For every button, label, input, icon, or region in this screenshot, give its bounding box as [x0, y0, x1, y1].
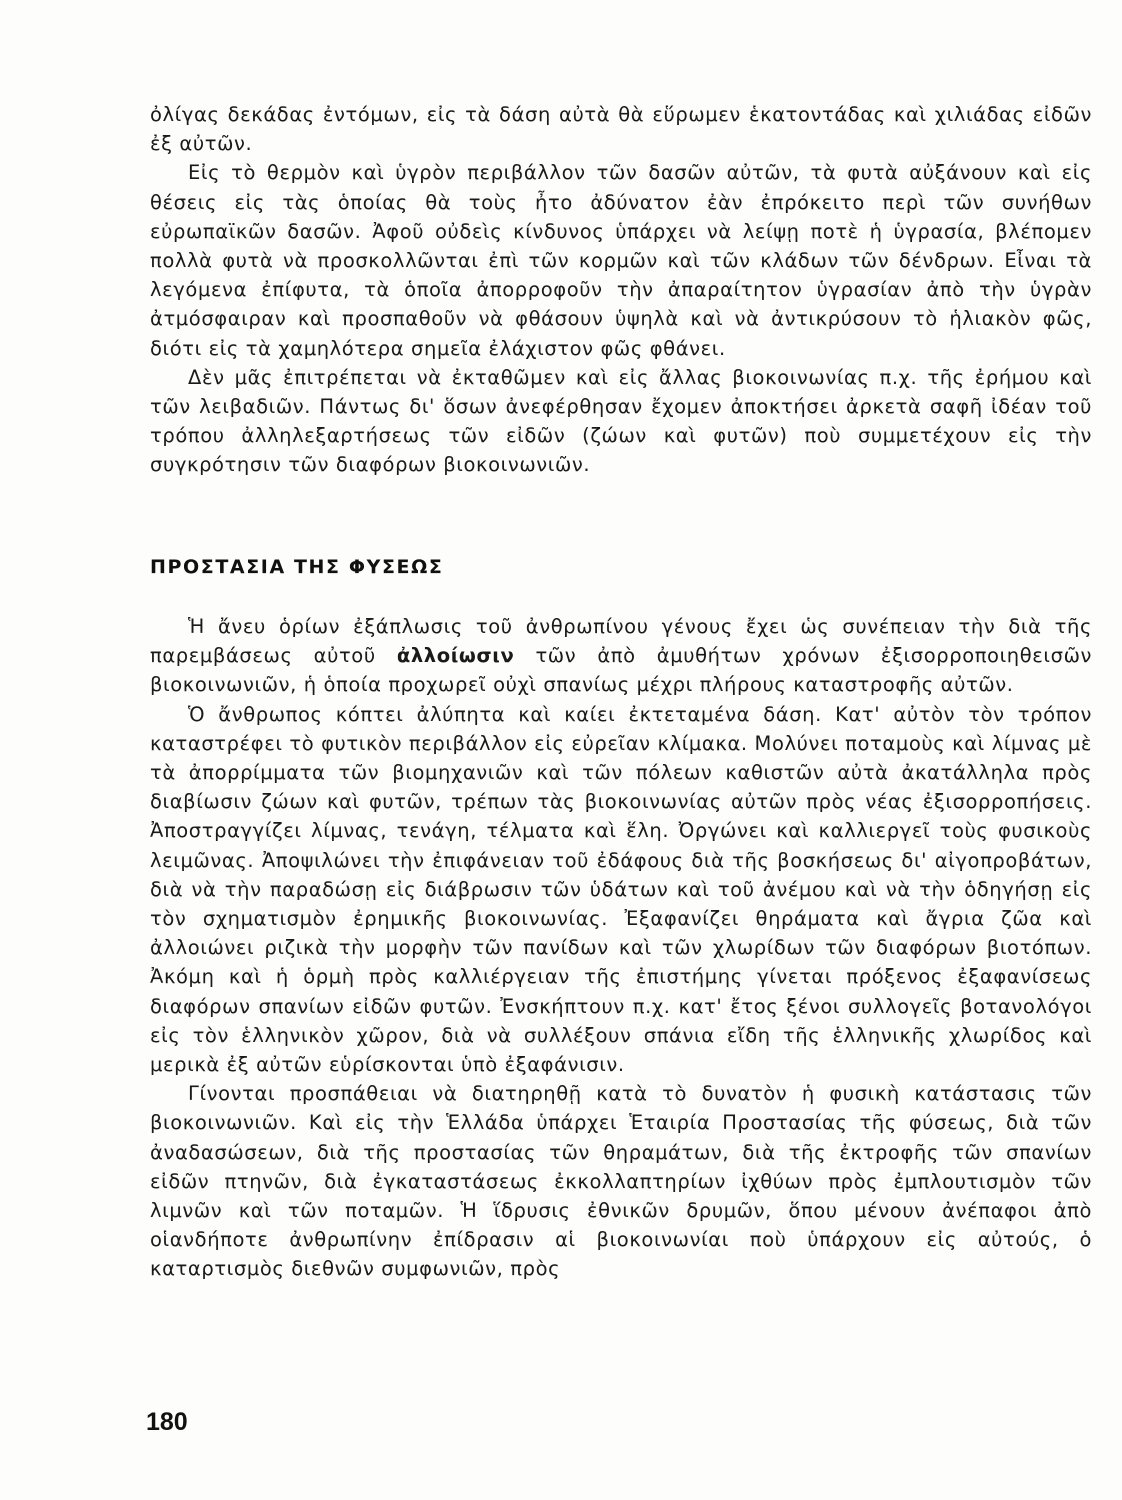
paragraph-human-destruction: Ὁ ἄνθρωπος κόπτει ἀλύπητα καὶ καίει ἐκτεταμένα δάση. Κατ' αὐτὸν τὸν τρόπον καταστρέφει τὸ φυτικὸν περιβάλλον εἰς εὐρεῖαν κλίμακα. Μολύνει ποταμοὺς καὶ λίμνας μὲ τὰ ἀπορρίμματα τῶν βιομηχανιῶν καὶ τῶν πόλεων καθιστῶν αὐτὰ ἀκατάλληλα πρὸς διαβίωσιν ζώων καὶ φυτῶν, τρέπων τὰς βιοκοινωνίας αὐτῶν πρὸς νέας ἐξισορροπήσεις. Ἀποστραγγίζει λίμνας, τενάγη, τέλματα καὶ ἕλη. Ὀργώνει καὶ καλλιεργεῖ τοὺς φυσικοὺς λειμῶνας. Ἀποψιλώνει τὴν ἐπιφάνειαν τοῦ ἐδάφους διὰ τῆς βοσκήσεως δι' αἰγοπροβάτων, διὰ νὰ τὴν παραδώσῃ εἰς διάβρωσιν τῶν ὑδάτων καὶ τοῦ ἀνέμου καὶ νὰ τὴν ὁδηγήσῃ εἰς τὸν σχηματισμὸν ἐρημικῆς βιοκοινωνίας. Ἐξαφανίζει θηράματα καὶ ἄγρια ζῶα καὶ ἀλλοιώνει ριζικὰ τὴν μορφὴν τῶν πανίδων καὶ τῶν χλωρίδων τῶν διαφόρων βιοτόπων. Ἀκόμη καὶ ἡ ὁρμὴ πρὸς καλλιέργειαν τῆς ἐπιστήμης γίνεται πρόξενος ἐξαφανίσεως διαφόρων σπανίων εἰδῶν φυτῶν. Ἐνσκήπτουν π.χ. κατ' ἔτος ξένοι συλλογεῖς βοτανολόγοι εἰς τὸν ἑλληνικὸν χῶρον, διὰ νὰ συλλέξουν σπάνια εἴδη τῆς ἑλληνικῆς χλωρίδος καὶ μερικὰ ἐξ αὐτῶν εὑρίσκονται ὑπὸ ἐξαφάνισιν. [150, 702, 1092, 1077]
paragraph-conservation-efforts: Γίνονται προσπάθειαι νὰ διατηρηθῇ κατὰ τὸ δυνατὸν ἡ φυσικὴ κατάστασις τῶν βιοκοινωνιῶν. Καὶ εἰς τὴν Ἑλλάδα ὑπάρχει Ἑταιρία Προστασίας τῆς φύσεως, διὰ τῶν ἀναδασώσεων, διὰ τῆς προστασίας τῶν θηραμάτων, διὰ τῆς ἐκτροφῆς τῶν σπανίων εἰδῶν πτηνῶν, διὰ ἐγκαταστάσεως ἐκκολλαπτηρίων ἰχθύων πρὸς ἐμπλουτισμὸν τῶν λιμνῶν καὶ τῶν ποταμῶν. Ἡ ἵδρυσις ἐθνικῶν δρυμῶν, ὅπου μένουν ἀνέπαφοι ἀπὸ οἱανδήποτε ἀνθρωπίνην ἐπίδρασιν αἱ βιοκοινωνίαι ποὺ ὑπάρχουν εἰς αὐτούς, ὁ καταρτισμὸς διεθνῶν συμφωνιῶν, πρὸς [150, 1082, 1092, 1281]
section-text-block [150, 612, 1092, 1284]
section-heading: ΠΡΟΣΤΑΣΙΑ ΤΗΣ ΦΥΣΕΩΣ [150, 556, 444, 578]
paragraph-human-expansion [150, 612, 1092, 700]
paragraph-continuation: ὀλίγας δεκάδας ἐντόμων, εἰς τὰ δάση αὐτὰ θὰ εὕρωμεν ἑκατοντάδας καὶ χιλιάδας εἰδῶν ἐξ αὐτῶν. [150, 103, 1092, 156]
paragraph-other-biocommunities: Δὲν μᾶς ἐπιτρέπεται νὰ ἐκταθῶμεν καὶ εἰς ἄλλας βιοκοινωνίας π.χ. τῆς ἐρήμου καὶ τῶν λειβαδιῶν. Πάντως δι' ὅσων ἀνεφέρθησαν ἔχομεν ἀποκτήσει ἀρκετὰ σαφῆ ἰδέαν τοῦ τρόπου ἀλληλεξαρτήσεως τῶν εἰδῶν (ζώων καὶ φυτῶν) ποὺ συμμετέχουν εἰς τὴν συγκρότησιν τῶν διαφόρων βιοκοινωνιῶν. [150, 365, 1092, 477]
paragraph-tropical-forests: Εἰς τὸ θερμὸν καὶ ὑγρὸν περιβάλλον τῶν δασῶν αὐτῶν, τὰ φυτὰ αὐξάνουν καὶ εἰς θέσεις εἰς τὰς ὁποίας θὰ τοὺς ἦτο ἀδύνατον ἐὰν ἐπρόκειτο περὶ τῶν συνήθων εὐρωπαϊκῶν δασῶν. Ἀφοῦ οὐδεὶς κίνδυνος ὑπάρχει νὰ λείψῃ ποτὲ ἡ ὑγρασία, βλέπομεν πολλὰ φυτὰ νὰ προσκολλῶνται ἐπὶ τῶν κορμῶν καὶ τῶν κλάδων τῶν δένδρων. Εἶναι τὰ λεγόμενα ἐπίφυτα, τὰ ὁποῖα ἀπορροφοῦν τὴν ἀπαραίτητον ὑγρασίαν ἀπὸ τὴν ὑγρὰν ἀτμόσφαιραν καὶ προσπαθοῦν νὰ φθάσουν ὑψηλὰ καὶ νὰ ἀντικρύσουν τὸ ἡλιακὸν φῶς, διότι εἰς τὰ χαμηλότερα σημεῖα ἐλάχιστον φῶς φθάνει. [150, 161, 1092, 360]
top-text-block [150, 100, 1092, 480]
page-number: 180 [146, 1408, 188, 1436]
paragraph-text-part: τῶν ἀπὸ ἀμυθήτων χρόνων ἐξισορροποιηθεισῶν βιοκοινωνιῶν, ἡ ὁποία προχωρεῖ οὐχὶ σπανίως μέχρι πλήρους καταστροφῆς αὐτῶν. [150, 644, 1092, 697]
paragraph-text-part: Ἡ ἄνευ ὁρίων ἐξάπλωσις τοῦ ἀνθρωπίνου γένους ἔχει ὡς συνέπειαν τὴν διὰ τῆς παρεμβάσεως αὐτοῦ [150, 615, 1092, 668]
emphasized-term: ἀλλοίωσιν [396, 644, 515, 668]
